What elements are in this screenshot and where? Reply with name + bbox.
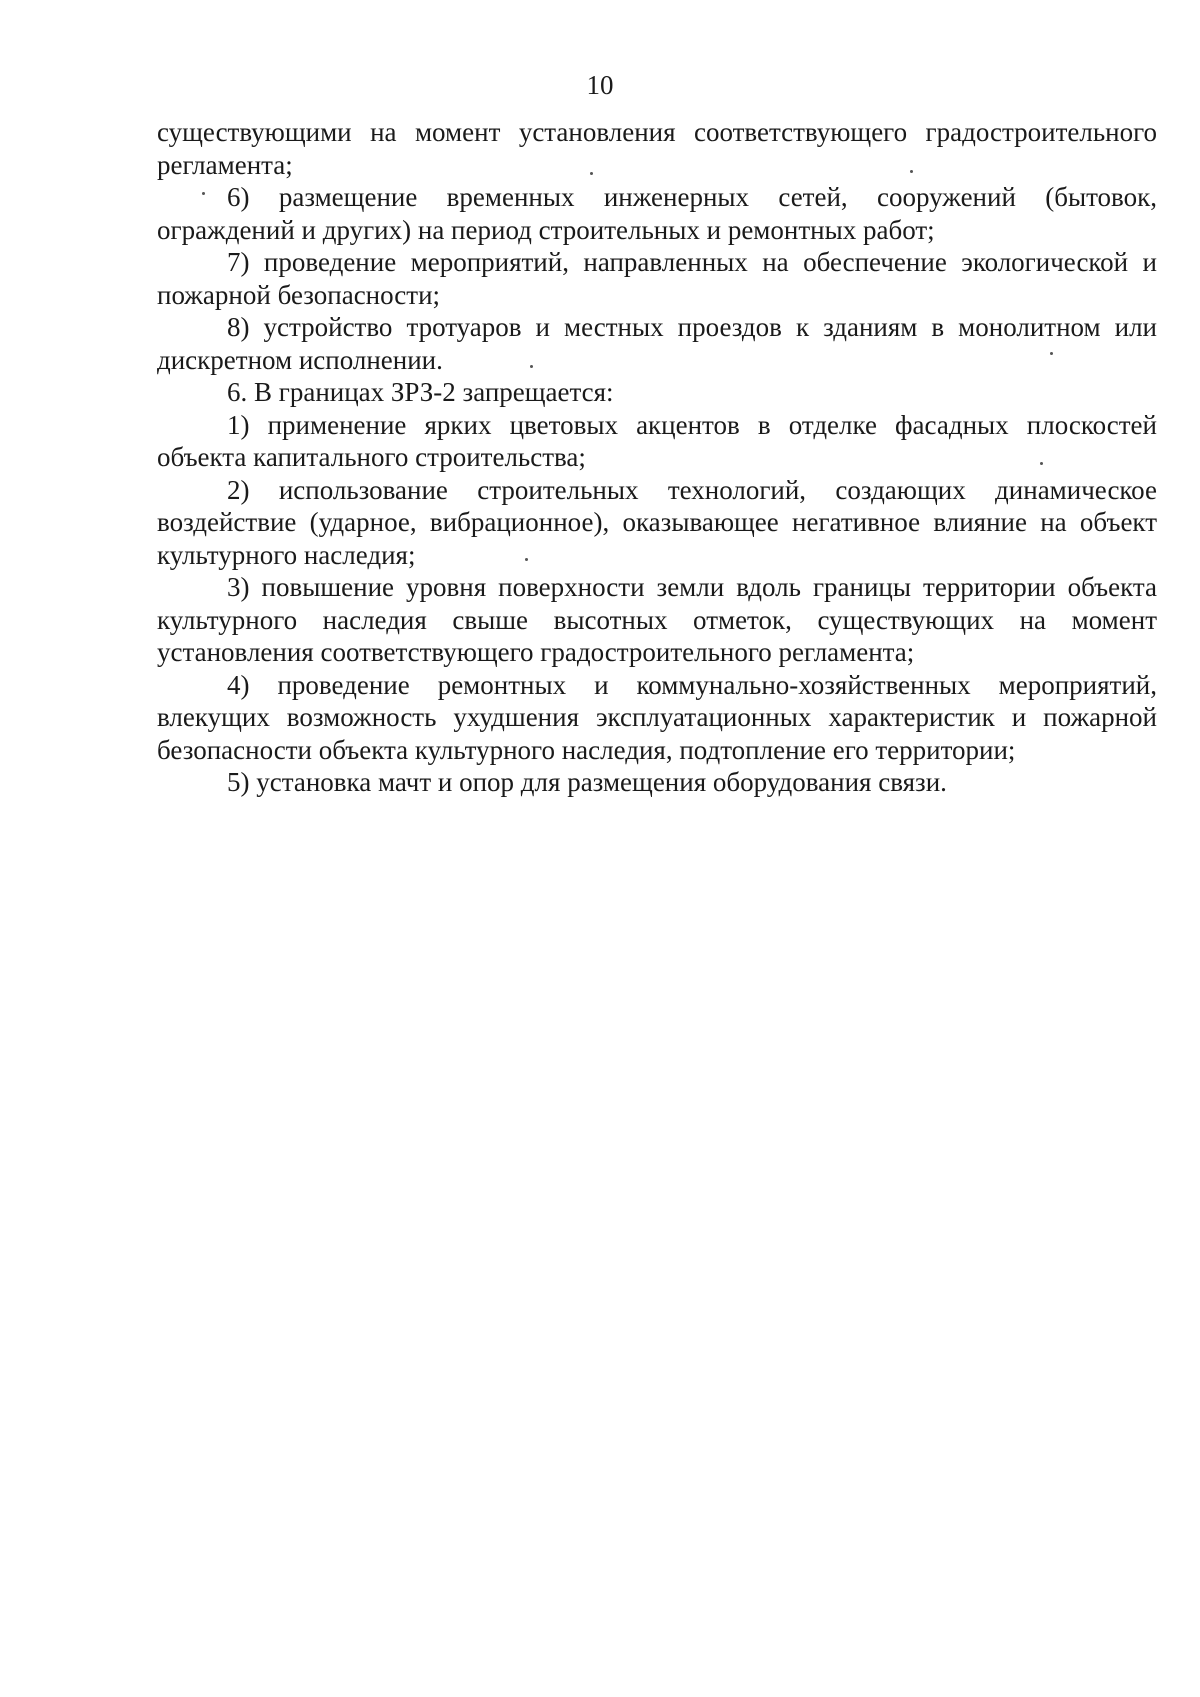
scan-speck [590, 172, 593, 175]
paragraph-item-6: 6) размещение временных инженерных сетей, сооружений (бытовок, ограждений и других) на период строительных и ремонтных работ; [157, 182, 1157, 245]
document-body [157, 116, 1157, 799]
paragraph-prohibited-2: 2) использование строительных технологий, создающих динамическое воздействие (ударное, вибрационное), оказывающее негативное влияние на объект культурного наследия; [157, 474, 1157, 570]
scan-speck [910, 170, 913, 173]
paragraph-prohibited-5: 5) установка мачт и опор для размещения оборудования связи. [227, 767, 947, 797]
scan-speck [1050, 352, 1053, 355]
paragraph-continuation: существующими на момент установления соответствующего градостроительного регламента; [157, 117, 1157, 180]
paragraph-prohibited-3: 3) повышение уровня поверхности земли вдоль границы территории объекта культурного наследия свыше высотных отметок, существующих на момент установления соответствующего градостроительного регламента; [157, 572, 1157, 667]
scan-speck [202, 192, 205, 195]
paragraph-item-7: 7) проведение мероприятий, направленных на обеспечение экологической и пожарной безопасности; [157, 247, 1157, 310]
page-number: 10 [586, 70, 614, 100]
paragraph-prohibited-4: 4) проведение ремонтных и коммунально-хозяйственных мероприятий, влекущих возможность ухудшения эксплуатационных характеристик и пожарной безопасности объекта культурного наследия, подтопление его территории; [157, 669, 1157, 765]
section-heading-6: 6. В границах ЗРЗ-2 запрещается: [227, 377, 614, 407]
paragraph-item-8: 8) устройство тротуаров и местных проездов к зданиям в монолитном или дискретном исполнении. [157, 312, 1157, 375]
scan-speck [1040, 462, 1043, 465]
scan-speck [530, 365, 533, 368]
paragraph-prohibited-1: 1) применение ярких цветовых акцентов в отделке фасадных плоскостей объекта капитального строительства; [157, 409, 1157, 472]
scan-speck [525, 558, 528, 561]
